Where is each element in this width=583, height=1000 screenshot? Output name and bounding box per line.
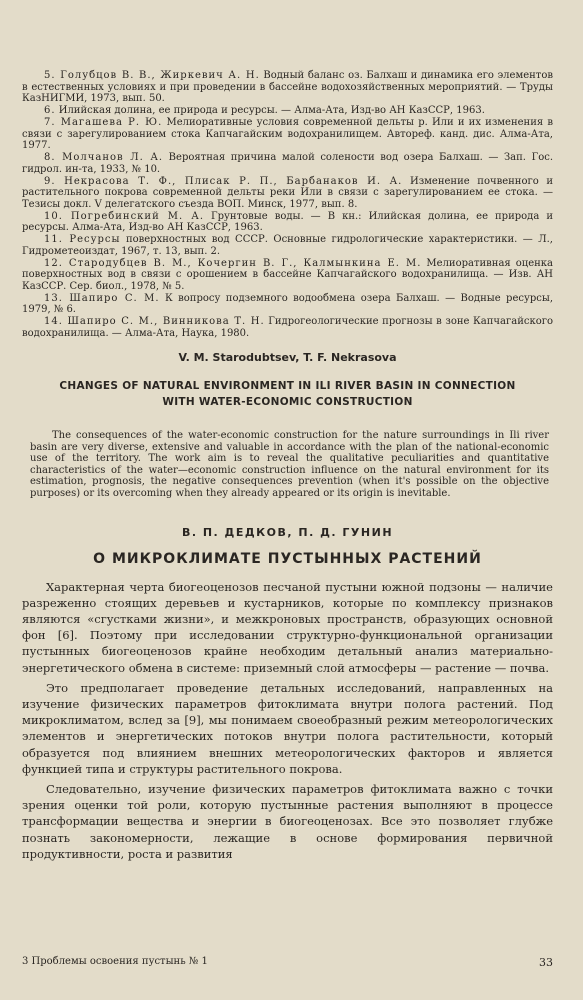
article-title: О МИКРОКЛИМАТЕ ПУСТЫННЫХ РАСТЕНИЙ <box>93 550 482 567</box>
reference-item: 9. Некрасова Т. Ф., Плисак Р. П., Барбанаков И. А. Изменение почвенного и растительного покрова современной дельты реки Или в связи с зарегулированием ее стока. — Тезисы докл. V делегатского съезда ВОП. Минск, 1977, вып. 8. <box>22 175 554 210</box>
reference-item: 11. Ресурсы поверхностных вод СССР. Основные гидрологические характеристики. — Л., Гидрометеоиздат, 1967, т. 13, вып. 2. <box>22 234 553 257</box>
reference-item: 5. Голубцов В. В., Жиркевич А. Н. Водный баланс оз. Балхаш и динамика его элементов в естественных условиях и при проведении в бассейне водохозяйственных мероприятий. — Труды КазНИГМИ, 1973, вып. 50. <box>22 70 553 104</box>
english-authors: V. M. Starodubtsev, T. F. Nekrasova <box>178 351 397 364</box>
russian-authors: В. П. ДЕДКОВ, П. Д. ГУНИН <box>181 525 394 539</box>
reference-item: 6. Илийская долина, ее природа и ресурсы. — Алма-Ата, Изд-во АН КазССР, 1963. <box>44 105 485 116</box>
english-title <box>22 378 553 410</box>
page-footer <box>22 956 553 969</box>
reference-item: 12. Стародубцев В. М., Кочергин В. Г., Калмынкина Е. М. Мелиоративная оценка поверхностных вод в связи с орошением в бассейне Капчагайского водохранилища. — Изв. АН КазССР. Сер. биол., 1978, № 5. <box>22 257 553 292</box>
reference-item: 8. Молчанов Л. А. Вероятная причина малой солености вод озера Балхаш. — Зап. Гос. гидрол. ин-та, 1933, № 10. <box>22 152 553 175</box>
reference-item: 13. Шапиро С. М. К вопросу подземного водообмена озера Балхаш. — Водные ресурсы, 1979, № 6. <box>22 292 553 315</box>
english-abstract: The consequences of the water-economic construction for the nature surroundings in Ili river basin are very diverse, extensive and valuable in accordance with the plan of the national-economic use of the territory. The work aim is to reveal the qualitative peculiarities and quantitative characteristics of the water—economic construction influence on the natural environment for its estimation, prognosis, the negative consequences prevention (when it's possible on the objective purposes) or its overcoming when they already appeared or its origin is inevitable. <box>30 430 549 499</box>
reference-item: 10. Погребинский М. А. Грунтовые воды. — В кн.: Илийская долина, ее природа и ресурсы. Алма-Ата, Изд-во АН КазССР, 1963. <box>22 210 553 233</box>
english-title-line: CHANGES OF NATURAL ENVIRONMENT IN ILI RIVER BASIN IN CONNECTION <box>59 380 516 392</box>
reference-item: 14. Шапиро С. М., Винникова Т. Н. Гидрогеологические прогнозы в зоне Капчагайского водохранилища. — Алма-Ата, Наука, 1980. <box>22 316 553 339</box>
body-paragraph: Характерная черта биогеоценозов песчаной пустыни южной подзоны — наличие разреженно стоящих деревьев и кустарников, которые по комплексу признаков являются «сгустками жизни», и межкроновых пространств, образующих основной фон [6]. Поэтому при исследовании структурно-функциональной организации пустынных биогеоценозов крайне необходим детальный анализ материально-энергетического обмена в системе: приземный слой атмосферы — растение — почва. <box>22 579 553 675</box>
reference-list <box>22 70 553 339</box>
english-title-line: WITH WATER-ECONOMIC CONSTRUCTION <box>162 396 413 408</box>
reference-item: 7. Магашева Р. Ю. Мелиоративные условия современной дельты р. Или и их изменения в связи с зарегулированием стока Капчагайским водохранилищем. Автореф. канд. дис. Алма-Ата, 1977. <box>22 117 554 151</box>
body-paragraph: Это предполагает проведение детальных исследований, направленных на изучение физических параметров фитоклимата внутри полога растений. Под микроклиматом, вслед за [9], мы понимаем своеобразный режим метеорологических элементов и энергетических потоков внутри полога растительности, который образуется под влиянием внешних метеорологических факторов и является функцией типа и структуры растительного покрова. <box>22 680 553 776</box>
page-number: 33 <box>539 956 553 969</box>
footer-signature: 3 Проблемы освоения пустынь № 1 <box>22 956 208 967</box>
body-paragraph: Следовательно, изучение физических параметров фитоклимата важно с точки зрения оценки той роли, которую пустынные растения выполняют в процессе трансформации вещества и энергии в биогеоценозах. Все это позволяет глубже познать закономерности, лежащие в основе формирования первичной продуктивности, роста и развития <box>22 782 553 861</box>
